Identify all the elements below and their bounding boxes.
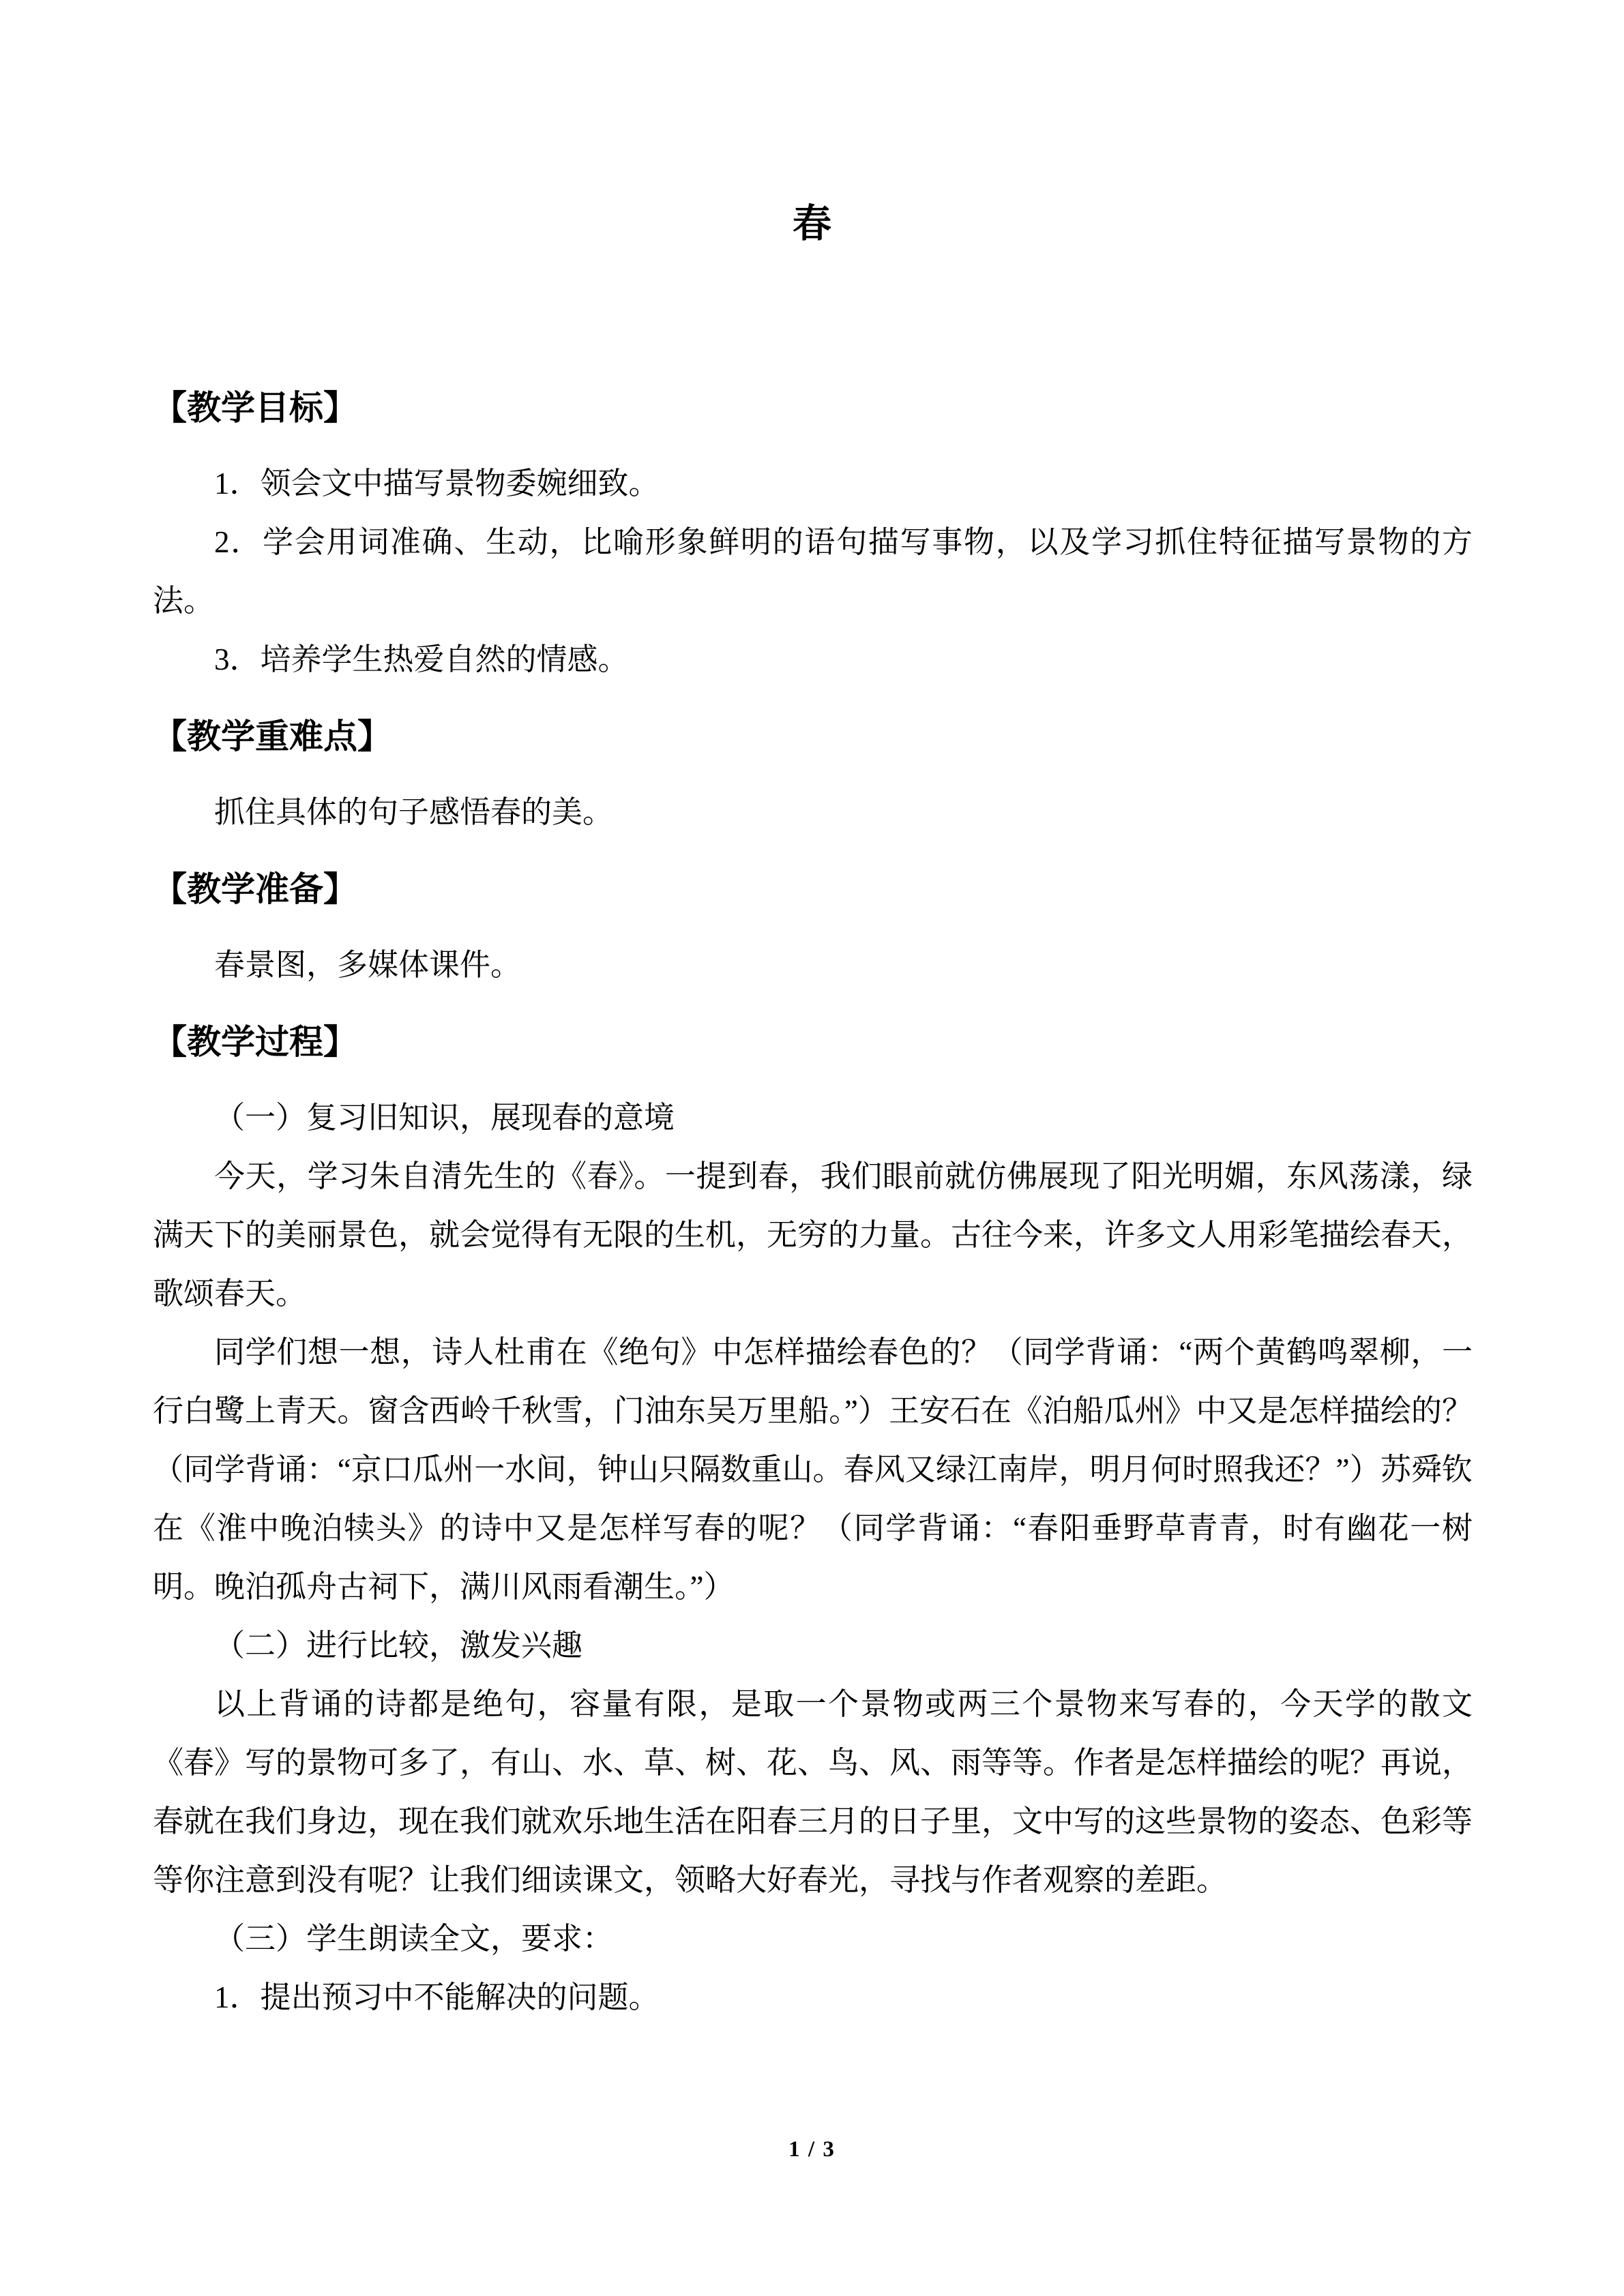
paragraph-key-difficulty: 抓住具体的句子感悟春的美。 xyxy=(214,795,614,829)
paragraph-process-step-1-title: （一）复习旧知识，展现春的意境 xyxy=(214,1101,675,1135)
paragraph-process-reading-requirement: 1．提出预习中不能解决的问题。 xyxy=(214,1980,660,2014)
section-key-difficulties xyxy=(153,706,1473,841)
section-teaching-preparation xyxy=(153,859,1473,994)
paragraph-objective-1: 1．领会文中描写景物委婉细致。 xyxy=(214,466,660,501)
paragraph-objective-2: 2．学会用词准确、生动，比喻形象鲜明的语句描写事物，以及学习抓住特征描写景物的方法。 xyxy=(153,525,1473,618)
section-teaching-objectives xyxy=(153,378,1473,689)
paragraph-process-poems: 同学们想一想，诗人杜甫在《绝句》中怎样描绘春色的？（同学背诵：“两个黄鹤鸣翠柳，一行白鹭上青天。窗含西岭千秋雪，门油东吴万里船。”）王安石在《泊船瓜州》中又是怎样描绘的？（同学背诵：“京口瓜州一水间，钟山只隔数重山。春风又绿江南岸，明月何时照我还？”）苏舜钦在《淮中晚泊犊头》的诗中又是怎样写春的呢？（同学背诵：“春阳垂野草青青，时有幽花一树明。晚泊孤舟古祠下，满川风雨看潮生。”） xyxy=(153,1335,1473,1604)
section-teaching-process xyxy=(153,1012,1473,2027)
section-heading-teaching-process: 【教学过程】 xyxy=(153,1023,357,1061)
paragraph-objective-3: 3．培养学生热爱自然的情感。 xyxy=(214,642,629,676)
document-title: 春 xyxy=(793,203,833,245)
section-heading-teaching-preparation: 【教学准备】 xyxy=(153,870,357,908)
paragraph-process-step-2-title: （二）进行比较，激发兴趣 xyxy=(214,1628,583,1663)
section-heading-teaching-objectives: 【教学目标】 xyxy=(153,389,357,427)
paragraph-process-comparison: 以上背诵的诗都是绝句，容量有限，是取一个景物或两三个景物来写春的，今天学的散文《春》写的景物可多了，有山、水、草、树、花、鸟、风、雨等等。作者是怎样描绘的呢？再说，春就在我们身边，现在我们就欢乐地生活在阳春三月的日子里，文中写的这些景物的姿态、色彩等等你注意到没有呢？让我们细读课文，领略大好春光，寻找与作者观察的差距。 xyxy=(153,1687,1473,1897)
section-heading-key-difficulties: 【教学重难点】 xyxy=(153,717,392,756)
paragraph-process-step-3-title: （三）学生朗读全文，要求： xyxy=(214,1922,614,1956)
paragraph-preparation: 春景图，多媒体课件。 xyxy=(214,948,522,982)
paragraph-process-intro: 今天，学习朱自清先生的《春》。一提到春，我们眼前就仿佛展现了阳光明媚，东风荡漾，绿满天下的美丽景色，就会觉得有无限的生机，无穷的力量。古往今来，许多文人用彩笔描绘春天，歌颂春天。 xyxy=(153,1159,1473,1311)
page-number: 1 / 3 xyxy=(788,2137,836,2162)
